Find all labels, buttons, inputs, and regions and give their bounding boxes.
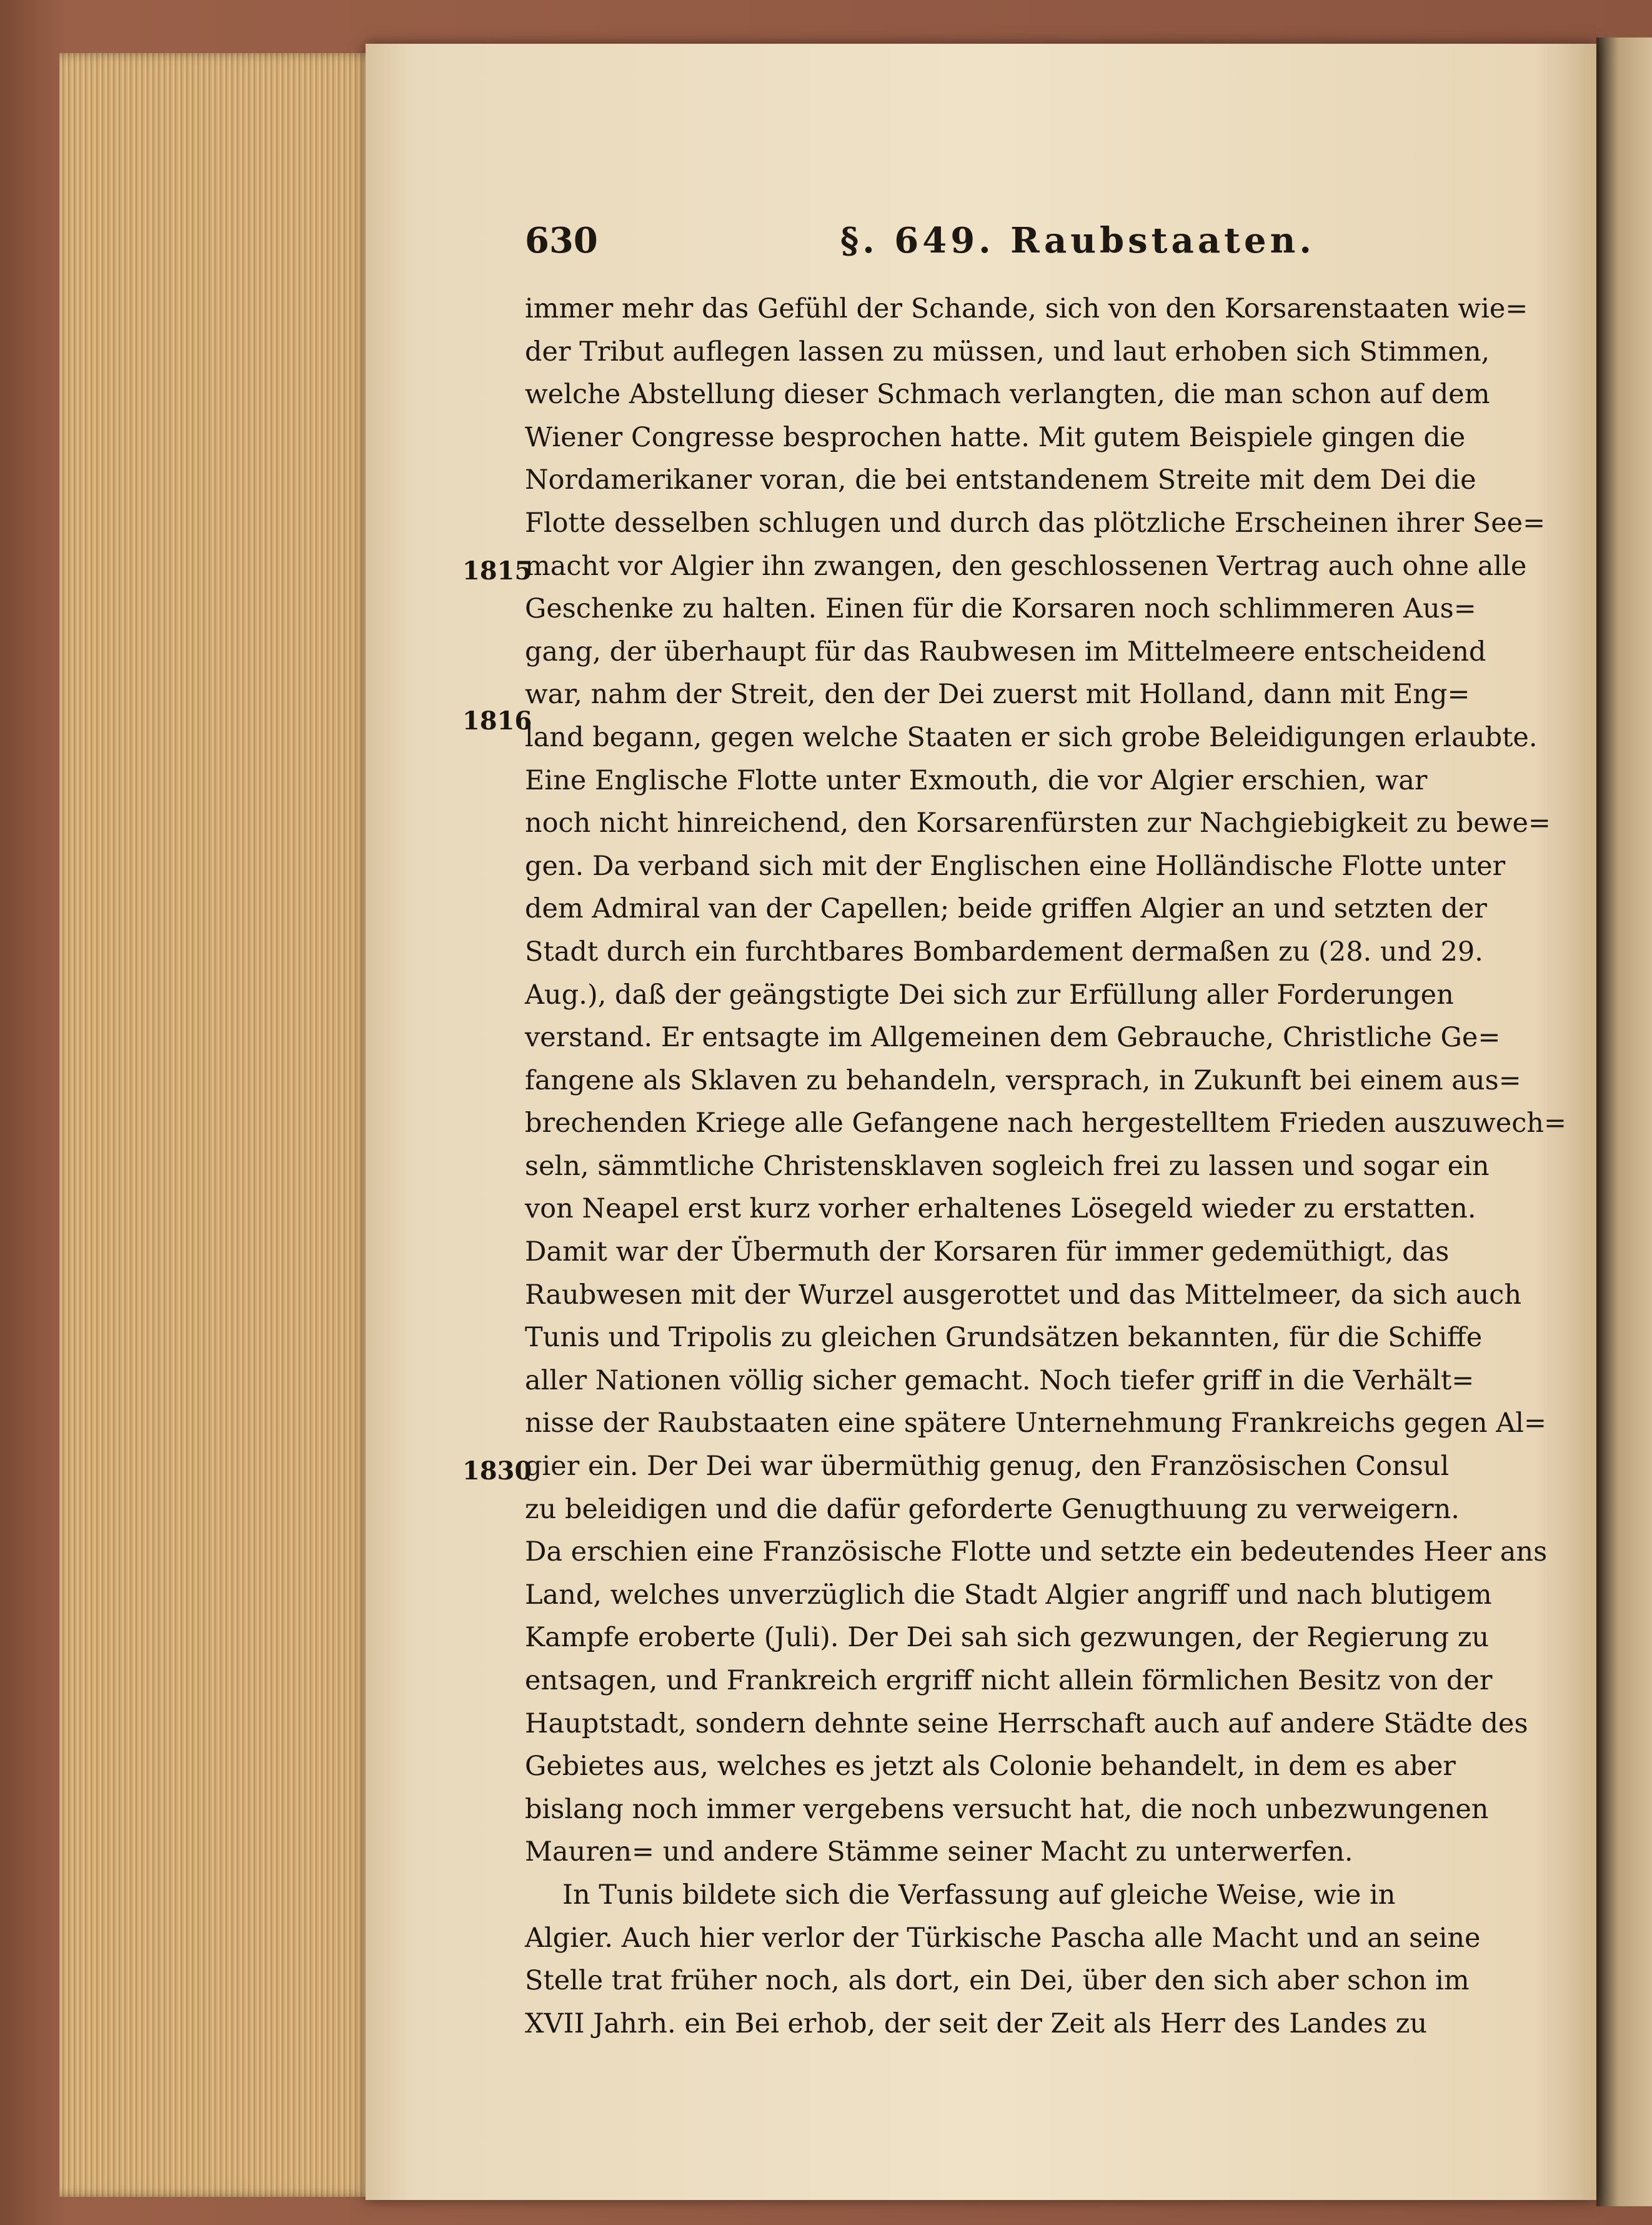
text-line: zu beleidigen und die dafür geforderte Genugthuung zu verweigern. <box>525 1493 1460 1525</box>
text-line: Da erschien eine Französische Flotte und setzte ein bedeutendes Heer ans <box>525 1536 1548 1568</box>
text-line: aller Nationen völlig sicher gemacht. Noch tiefer griff in die Verhält= <box>525 1364 1475 1396</box>
text-line: noch nicht hinreichend, den Korsarenfürsten zur Nachgiebigkeit zu bewe= <box>525 808 1551 839</box>
text-line: immer mehr das Gefühl der Schande, sich von den Korsarenstaaten wie= <box>525 293 1528 324</box>
text-line: welche Abstellung dieser Schmach verlangten, die man schon auf dem <box>525 379 1490 411</box>
text-line: entsagen, und Frankreich ergriff nicht allein förmlichen Besitz von der <box>525 1665 1493 1696</box>
text-line: gang, der überhaupt für das Raubwesen im Mittelmeere entscheidend <box>525 636 1486 668</box>
body-text <box>525 288 1567 2045</box>
text-line: verstand. Er entsagte im Allgemeinen dem Gebrauche, Christliche Ge= <box>525 1022 1501 1054</box>
text-line: bislang noch immer vergebens versucht hat, die noch unbezwungenen <box>525 1793 1489 1825</box>
text-line: Stelle trat früher noch, als dort, ein Dei, über den sich aber schon im <box>525 1965 1470 1997</box>
text-line: Tunis und Tripolis zu gleichen Grundsätzen bekannten, für die Schiffe <box>525 1322 1483 1354</box>
text-line: Aug.), daß der geängstigte Dei sich zur Erfüllung aller Forderungen <box>525 979 1454 1011</box>
text-line: macht vor Algier ihn zwangen, den geschlossenen Vertrag auch ohne alle <box>525 550 1527 582</box>
text-line: gen. Da verband sich mit der Englischen eine Holländische Flotte unter <box>525 850 1506 882</box>
text-line: Kampfe eroberte (Juli). Der Dei sah sich gezwungen, der Regierung zu <box>525 1622 1490 1654</box>
text-line: Raubwesen mit der Wurzel ausgerottet und das Mittelmeer, da sich auch <box>525 1279 1522 1311</box>
margin-year: 1816 <box>462 706 532 736</box>
text-line: dem Admiral van der Capellen; beide griffen Algier an und setzten der <box>525 893 1487 925</box>
text-line: Damit war der Übermuth der Korsaren für immer gedemüthigt, das <box>525 1236 1450 1268</box>
text-line: Land, welches unverzüglich die Stadt Algier angriff und nach blutigem <box>525 1579 1492 1611</box>
page-number: 630 <box>525 220 598 261</box>
text-line: war, nahm der Streit, den der Dei zuerst mit Holland, dann mit Eng= <box>525 679 1470 711</box>
book-gutter <box>1596 38 1652 2206</box>
text-line: der Tribut auflegen lassen zu müssen, und laut erhoben sich Stimmen, <box>525 336 1490 368</box>
page-header <box>366 212 1596 275</box>
text-line: Wiener Congresse besprochen hatte. Mit gutem Beispiele gingen die <box>525 421 1466 453</box>
text-line: Hauptstadt, sondern dehnte seine Herrschaft auch auf andere Städte des <box>525 1708 1528 1739</box>
text-line: Algier. Auch hier verlor der Türkische Pascha alle Macht und an seine <box>525 1922 1481 1954</box>
text-line: Eine Englische Flotte unter Exmouth, die vor Algier erschien, war <box>525 764 1428 796</box>
text-line: nisse der Raubstaaten eine spätere Unternehmung Frankreichs gegen Al= <box>525 1408 1547 1439</box>
margin-year: 1815 <box>462 556 532 586</box>
text-line: Geschenke zu halten. Einen für die Korsaren noch schlimmeren Aus= <box>525 593 1476 625</box>
book-page <box>366 44 1596 2200</box>
text-line: Stadt durch ein furchtbares Bombardement dermaßen zu (28. und 29. <box>525 936 1483 968</box>
running-head: §. 649. Raubstaaten. <box>840 220 1315 261</box>
text-line: Mauren= und andere Stämme seiner Macht zu unterwerfen. <box>525 1836 1353 1868</box>
text-line: fangene als Sklaven zu behandeln, versprach, in Zukunft bei einem aus= <box>525 1064 1521 1096</box>
text-line: gier ein. Der Dei war übermüthig genug, den Französischen Consul <box>525 1451 1450 1482</box>
text-line: Gebietes aus, welches es jetzt als Colonie behandelt, in dem es aber <box>525 1751 1456 1782</box>
text-line: seln, sämmtliche Christensklaven sogleich frei zu lassen und sogar ein <box>525 1150 1490 1182</box>
text-line: brechenden Kriege alle Gefangene nach hergestelltem Frieden auszuwech= <box>525 1108 1567 1139</box>
margin-year: 1830 <box>462 1456 532 1486</box>
text-line: land begann, gegen welche Staaten er sich grobe Beleidigungen erlaubte. <box>525 721 1538 753</box>
text-line: Nordamerikaner voran, die bei entstandenem Streite mit dem Dei die <box>525 464 1476 496</box>
page-edges <box>59 53 384 2197</box>
text-line: XVII Jahrh. ein Bei erhob, der seit der Zeit als Herr des Landes zu <box>525 2008 1428 2039</box>
text-line: In Tunis bildete sich die Verfassung auf gleiche Weise, wie in <box>562 1879 1396 1911</box>
text-line: von Neapel erst kurz vorher erhaltenes Lösegeld wieder zu erstatten. <box>525 1193 1476 1225</box>
text-line: Flotte desselben schlugen und durch das plötzliche Erscheinen ihrer See= <box>525 507 1546 539</box>
